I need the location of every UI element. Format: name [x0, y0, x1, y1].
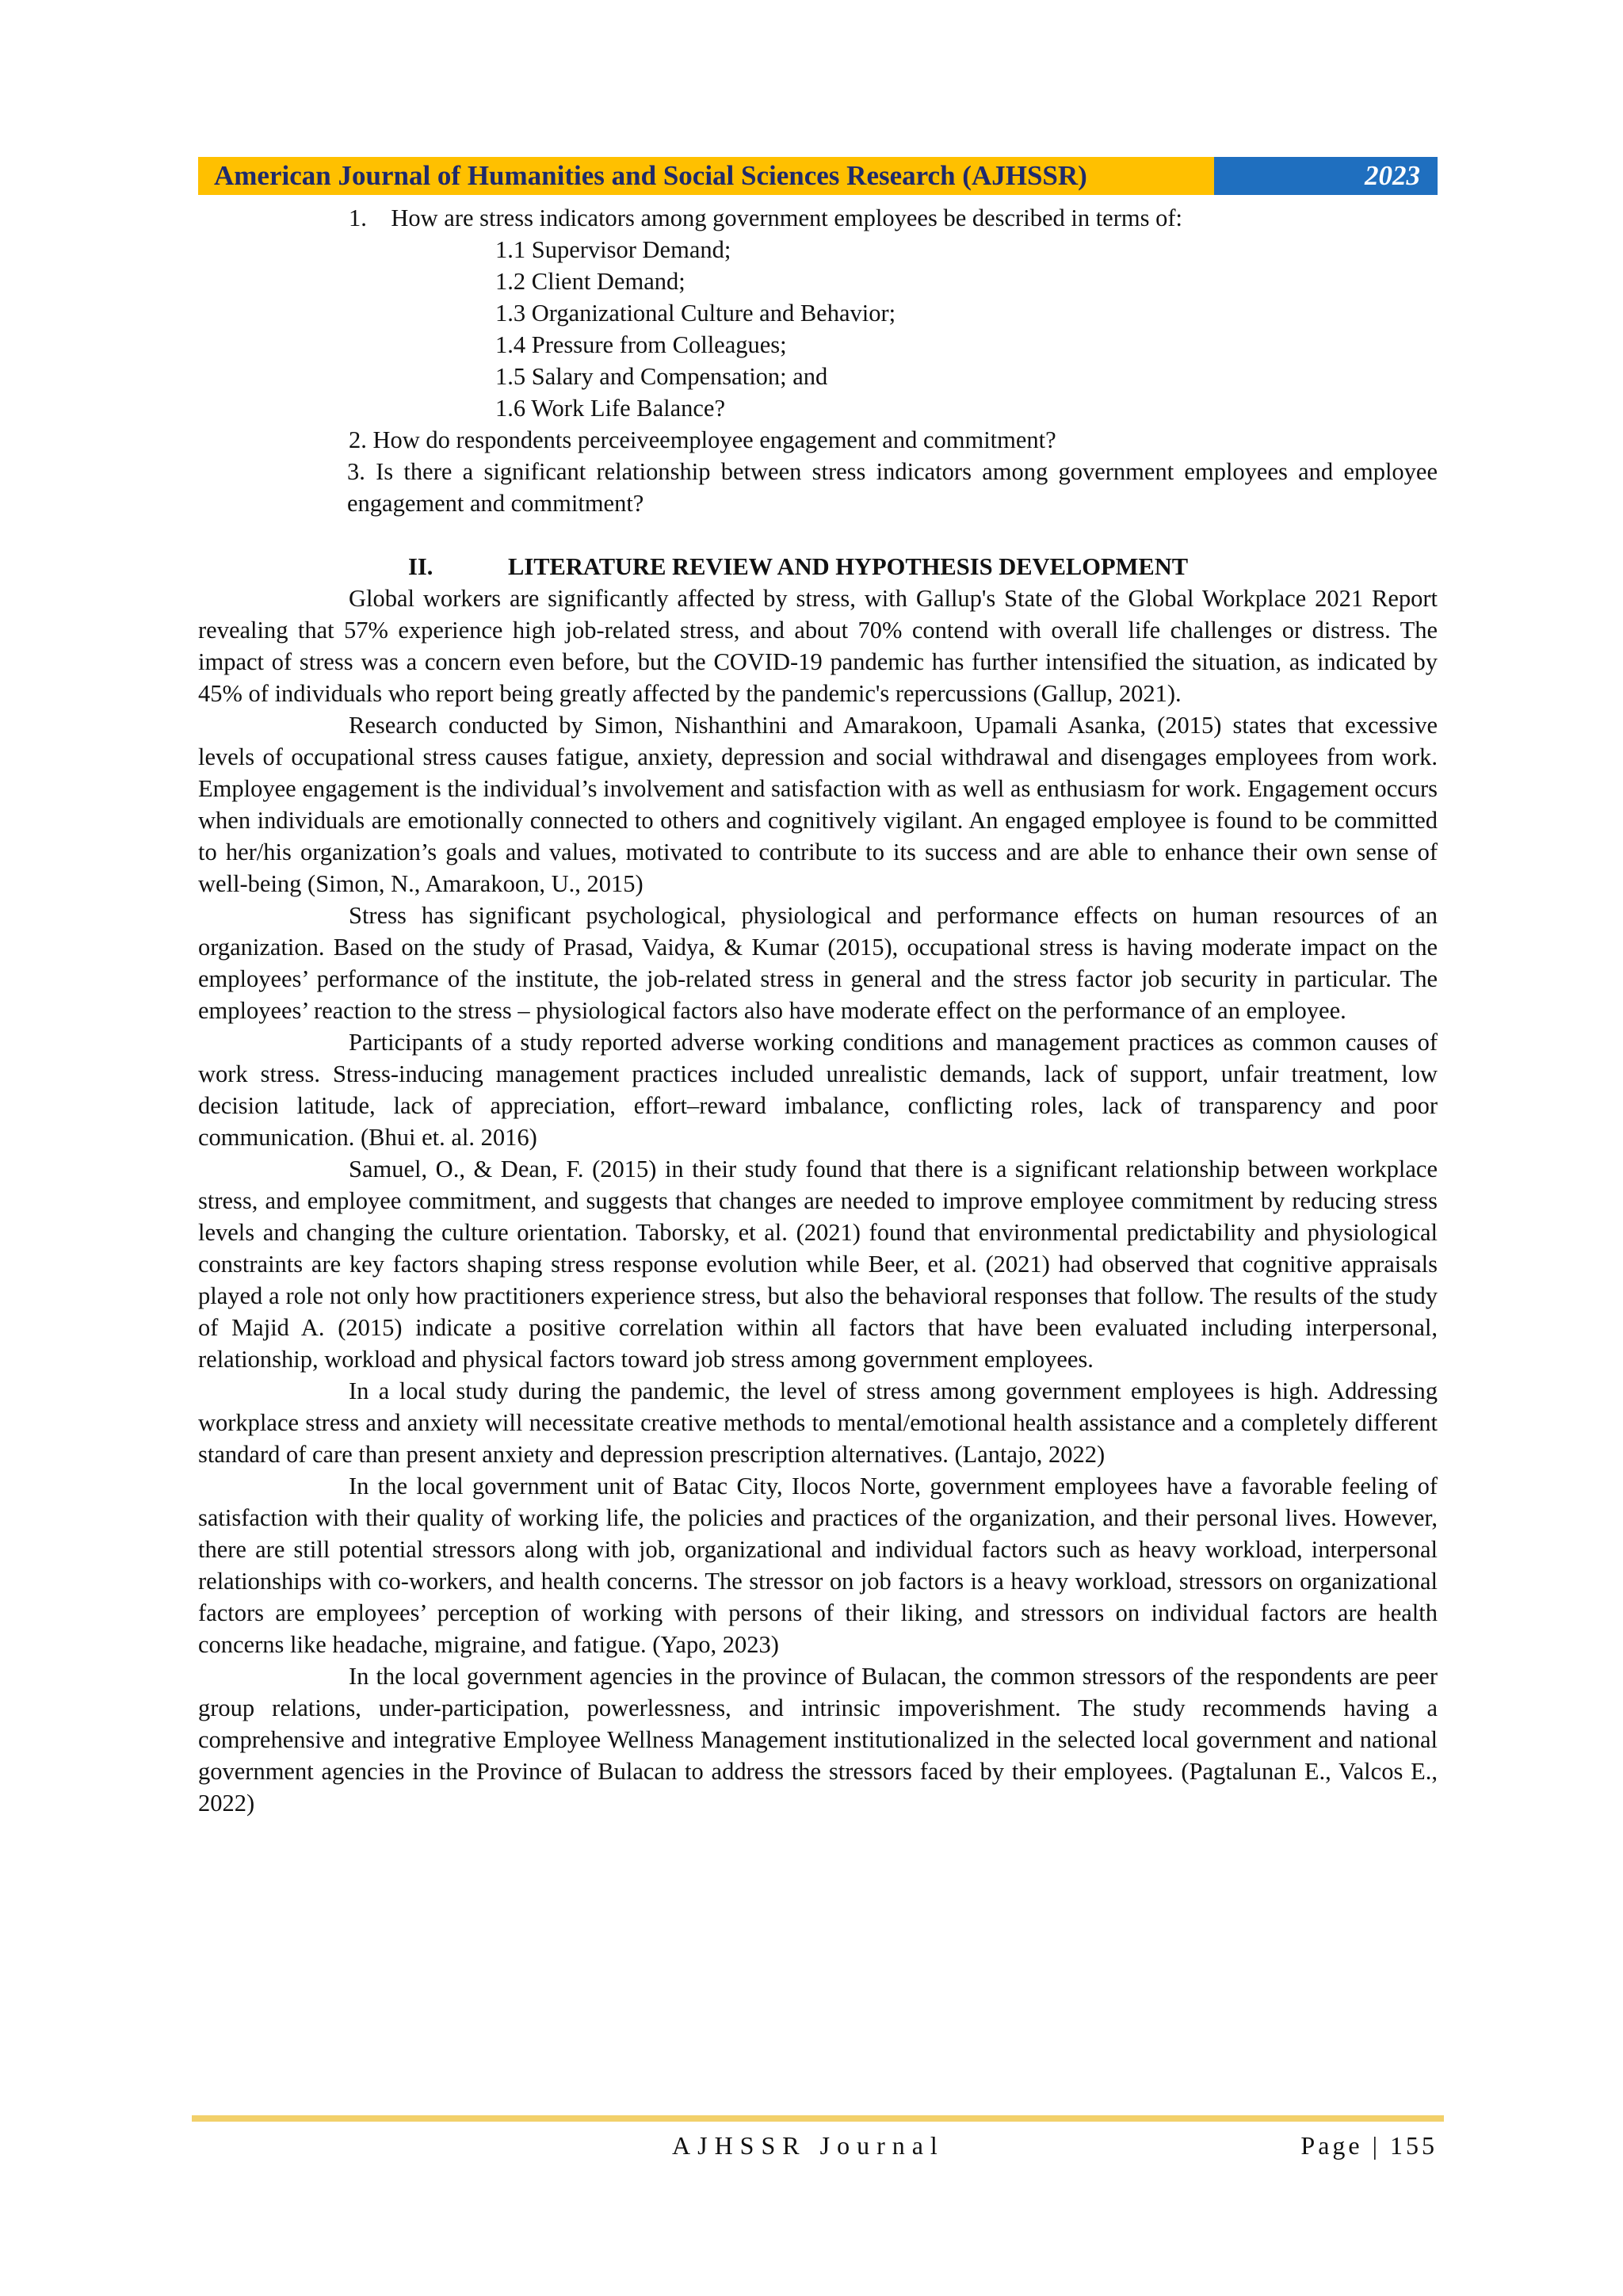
sub-question-1-5: 1.5 Salary and Compensation; and — [495, 363, 828, 390]
section-number: II. — [408, 553, 433, 580]
paragraph: Samuel, O., & Dean, F. (2015) in their study found that there is a significant relationship between workplace stress, and employee commitment, and suggests that changes are needed to improve employee commitment by reducing stress levels and changing the culture orientation. Taborsky, et al. (2021) found that environmental predictability and physiological constraints are key factors shaping stress response evolution while Beer, et al. (2021) had observed that cognitive appraisals played a role not only how practitioners experience stress, but also the behavioral responses that follow. The results of the study of Majid A. (2015) indicate a positive correlation within all factors that have been evaluated including interpersonal, relationship, workload and physical factors toward job stress among government employees. — [198, 1156, 1438, 1373]
journal-header — [198, 157, 1438, 195]
paragraph: Participants of a study reported adverse working conditions and management practices as common causes of work stress. Stress-inducing management practices included unrealistic demands, lack of support, unfair treatment, low decision latitude, lack of appreciation, effort–reward imbalance, conflicting roles, lack of transparency and poor communication. (Bhui et. al. 2016) — [198, 1029, 1438, 1151]
sub-question-1-2: 1.2 Client Demand; — [495, 268, 685, 295]
journal-title: American Journal of Humanities and Social Sciences Research (AJHSSR) — [198, 157, 1214, 195]
research-question-3: 3. Is there a significant relationship between stress indicators among government employees and employee engagement and commitment? — [347, 458, 1438, 517]
paragraph: In the local government unit of Batac City, Ilocos Norte, government employees have a favorable feeling of satisfaction with their quality of working life, the policies and practices of the organization, and their personal lives. However, there are still potential stressors along with job, organizational and individual factors such as heavy workload, interpersonal relationships with co-workers, and health concerns. The stressor on job factors is a heavy workload, stressors on organizational factors are employees’ perception of working with persons of their liking, and stressors on individual factors are health concerns like headache, migraine, and fatigue. (Yapo, 2023) — [198, 1473, 1438, 1658]
paragraph: Research conducted by Simon, Nishanthini and Amarakoon, Upamali Asanka, (2015) states that excessive levels of occupational stress causes fatigue, anxiety, depression and social withdrawal and disengages employees from work. Employee engagement is the individual’s involvement and satisfaction with as well as enthusiasm for work. Engagement occurs when individuals are emotionally connected to others and cognitively vigilant. An engaged employee is found to be committed to her/his organization’s goals and values, motivated to contribute to its success and are able to enhance their own sense of well-being (Simon, N., Amarakoon, U., 2015) — [198, 712, 1438, 897]
section-heading — [198, 551, 1438, 583]
paragraph: In a local study during the pandemic, the level of stress among government employees is high. Addressing workplace stress and anxiety will necessitate creative methods to mental/emotional health assistance and a completely different standard of care than present anxiety and depression prescription alternatives. (Lantajo, 2022) — [198, 1377, 1438, 1468]
page-body — [198, 202, 1438, 1819]
footer-journal-name: AJHSSR Journal — [672, 2131, 945, 2160]
page-footer — [198, 2126, 1438, 2164]
page-number: Page | 155 — [1300, 2131, 1438, 2160]
sub-question-1-6: 1.6 Work Life Balance? — [495, 395, 726, 422]
sub-question-1-4: 1.4 Pressure from Colleagues; — [495, 331, 787, 358]
journal-year: 2023 — [1214, 157, 1438, 195]
section-title: LITERATURE REVIEW AND HYPOTHESIS DEVELOPMENT — [508, 553, 1189, 580]
footer-divider — [192, 2115, 1444, 2122]
sub-question-1-1: 1.1 Supervisor Demand; — [495, 236, 731, 263]
sub-question-1-3: 1.3 Organizational Culture and Behavior; — [495, 300, 896, 327]
paragraph: Global workers are significantly affected by stress, with Gallup's State of the Global Workplace 2021 Report revealing that 57% experience high job-related stress, and about 70% contend with overall life challenges or distress. The impact of stress was a concern even before, but the COVID-19 pandemic has further intensified the situation, as indicated by 45% of individuals who report being greatly affected by the pandemic's repercussions (Gallup, 2021). — [198, 585, 1438, 707]
paragraph: In the local government agencies in the province of Bulacan, the common stressors of the respondents are peer group relations, under-participation, powerlessness, and intrinsic impoverishment. The study recommends having a comprehensive and integrative Employee Wellness Management institutionalized in the selected local government and national government agencies in the Province of Bulacan to address the stressors faced by their employees. (Pagtalunan E., Valcos E., 2022) — [198, 1663, 1438, 1817]
research-question-2: 2. How do respondents perceiveemployee engagement and commitment? — [349, 426, 1056, 453]
research-question-1: 1. How are stress indicators among government employees be described in terms of: — [349, 204, 1182, 231]
paragraph: Stress has significant psychological, physiological and performance effects on human resources of an organization. Based on the study of Prasad, Vaidya, & Kumar (2015), occupational stress is having moderate impact on the employees’ performance of the institute, the job-related stress in general and the stress factor job security in particular. The employees’ reaction to the stress – physiological factors also have moderate effect on the performance of an employee. — [198, 902, 1438, 1024]
